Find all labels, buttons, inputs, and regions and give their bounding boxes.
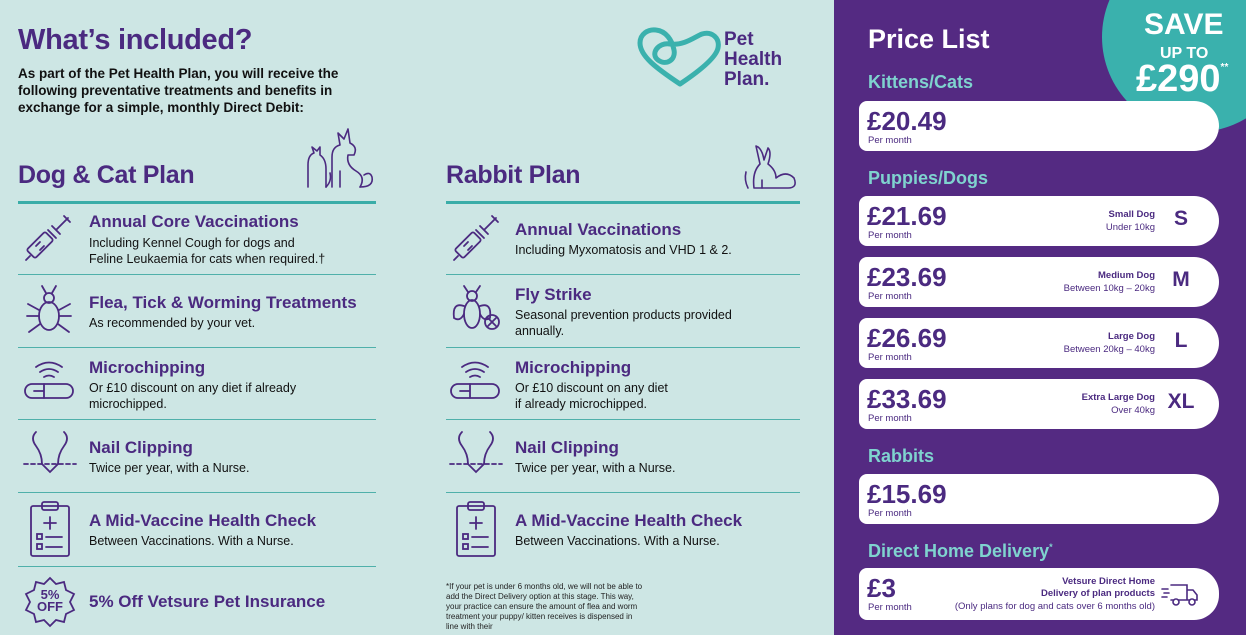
price-list-title: Price List [868, 24, 990, 54]
feature-title: Nail Clipping [515, 438, 619, 457]
feature-desc: Between Vaccinations. With a Nurse. [89, 534, 294, 548]
microchip-icon [22, 358, 76, 404]
fly-icon [450, 284, 504, 336]
feature-title: Microchipping [515, 358, 632, 377]
feature-desc: Or £10 discount on any diet if already microchipped. [515, 381, 668, 411]
dog-cat-plan-heading: Dog & Cat Plan [18, 161, 195, 189]
feature-title: Annual Vaccinations [515, 220, 682, 239]
feature-desc: Including Myxomatosis and VHD 1 & 2. [515, 243, 732, 257]
tick-icon [24, 284, 74, 336]
price-card-small-dog: £21.69 Per month Small Dog Under 10kg S [859, 196, 1219, 246]
syringe-icon [450, 212, 502, 264]
dog-cat-icon [302, 125, 376, 189]
rabbits-label: Rabbits [868, 446, 935, 466]
price-list-panel: SAVE UP TO £290** Price List Kittens/Cats £20.49 Per month Puppies/Dogs £21.69 Per month Small Dog Under 10kg S £23.69 Per month Medium Dog Between 10kg – 20kg M £26.69 Per month Large Dog Between 20kg – 40kg L £33.69 Per month Extra Large Dog Over 40kg XL Rabbits £15.69 Per month Direct Home Delivery* £3 Per month Vetsure Direct Home Delivery of plan products (Only plans for dog and cats over 6 months old) [834, 0, 1246, 635]
price-card-delivery: £3 Per month Vetsure Direct Home Delivery of plan products (Only plans for dog and cats over 6 months old) [859, 568, 1219, 620]
delivery-van-icon [1161, 581, 1199, 607]
rabbit-icon [742, 142, 798, 190]
feature-desc: Or £10 discount on any diet if already microchipped. [89, 381, 297, 411]
feature-desc: As recommended by your vet. [89, 316, 256, 330]
heart-logo-icon [636, 26, 722, 92]
delivery-label: Direct Home Delivery* [868, 541, 1053, 561]
syringe-icon [22, 212, 74, 264]
nail-icon [448, 428, 504, 474]
feature-desc: Between Vaccinations. With a Nurse. [515, 534, 720, 548]
price-card-xl-dog: £33.69 Per month Extra Large Dog Over 40kg XL [859, 379, 1219, 429]
feature-title: 5% Off Vetsure Pet Insurance [89, 592, 326, 611]
feature-title: Annual Core Vaccinations [89, 212, 299, 231]
feature-title: A Mid-Vaccine Health Check [515, 511, 743, 530]
feature-title: Fly Strike [515, 285, 592, 304]
kittens-label: Kittens/Cats [868, 72, 974, 92]
feature-title: A Mid-Vaccine Health Check [89, 511, 317, 530]
feature-desc: Twice per year, with a Nurse. [89, 461, 250, 475]
price-card-medium-dog: £23.69 Per month Medium Dog Between 10kg – 20kg M [859, 257, 1219, 307]
page-title: What’s included? [18, 24, 253, 56]
discount-badge-icon: 5% OFF [24, 576, 76, 628]
pet-health-plan-logo [636, 26, 806, 96]
price-card-rabbits: £15.69 Per month [859, 474, 1219, 524]
clipboard-icon [454, 500, 498, 558]
puppies-label: Puppies/Dogs [868, 168, 989, 188]
price-card-large-dog: £26.69 Per month Large Dog Between 20kg – 40kg L [859, 318, 1219, 368]
logo-wordmark: Pet Health Plan. [724, 29, 783, 90]
feature-desc: Including Kennel Cough for dogs and Feline Leukaemia for cats when required.† [89, 236, 326, 266]
intro-text: As part of the Pet Health Plan, you will receive the following preventative treatments and benefits in exchange for a simple, monthly Direct Debit: [18, 66, 339, 115]
clipboard-icon [28, 500, 72, 558]
save-amount: £290** [1136, 58, 1229, 100]
rabbit-plan-heading: Rabbit Plan [446, 161, 581, 189]
footnote: *If your pet is under 6 months old, we will not be able to add the Direct Delivery option at this stage. This way, your practice can ensure the amount of flea and worm treatment your puppy/ kitten receives is dispensed in line with their [446, 582, 643, 631]
feature-title: Nail Clipping [89, 438, 193, 457]
feature-desc: Seasonal prevention products provided annually. [515, 308, 732, 338]
feature-title: Microchipping [89, 358, 206, 377]
feature-title: Flea, Tick & Worming Treatments [89, 293, 357, 312]
price-card-kittens: £20.49 Per month [859, 101, 1219, 151]
feature-desc: Twice per year, with a Nurse. [515, 461, 676, 475]
microchip-icon [448, 358, 502, 404]
nail-icon [22, 428, 78, 474]
